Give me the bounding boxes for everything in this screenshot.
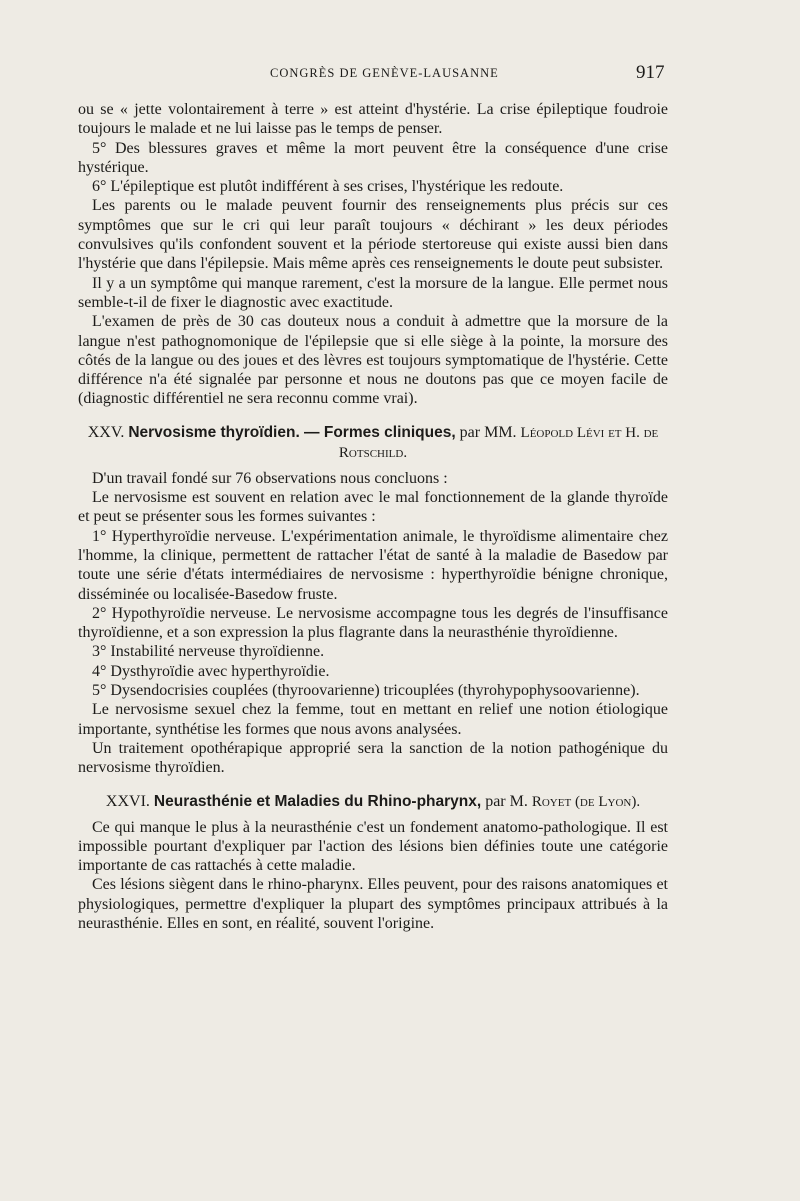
- section-heading-xxv: [78, 423, 668, 463]
- paragraph: ou se « jette volontairement à terre » est atteint d'hystérie. La crise épileptique foudroie toujours le malade et ne lui laisse pas le temps de penser.: [78, 101, 668, 138]
- section-number: XXVI.: [105, 792, 150, 810]
- section-number: XXV.: [87, 423, 125, 441]
- paragraph: 5° Dysendocrisies couplées (thyroovarienne) tricouplées (thyrohypophysoovarienne).: [92, 682, 640, 700]
- paragraph: Les parents ou le malade peuvent fournir des renseignements plus précis sur ces symptômes que sur le cri qui leur paraît toujours « déchirant » les deux périodes convulsives qu'ils confondent souvent et la période stertoreuse qui existe aussi bien dans l'hystérie que dans l'épilepsie. Mais même après ces renseignements le doute peut subsister.: [78, 197, 668, 273]
- paragraph: 6° L'épileptique est plutôt indifférent à ses crises, l'hystérique les redoute.: [92, 178, 564, 196]
- page-number: 917: [636, 62, 665, 83]
- section-title: Neurasthénie et Maladies du Rhino-pharynx,: [153, 792, 482, 810]
- paragraph: Il y a un symptôme qui manque rarement, c'est la morsure de la langue. Elle permet nous semble-t-il de fixer le diagnostic avec exactitude.: [78, 274, 668, 311]
- section-by: par M.: [485, 792, 528, 810]
- paragraph: 1° Hyperthyroïdie nerveuse. L'expérimentation animale, le thyroïdisme alimentaire chez l'homme, la clinique, permettent de rattacher l'état de santé à la maladie de Basedow par toute une série d'états intermédiaires de nervosisme : hyperthyroïdie bénigne chronique, disséminée ou localisée-Basedow fruste.: [78, 527, 668, 603]
- paragraph: D'un travail fondé sur 76 observations nous concluons :: [92, 469, 448, 487]
- running-title: CONGRÈS DE GENÈVE-LAUSANNE: [270, 66, 499, 80]
- page-body: [78, 100, 668, 933]
- paragraph: Le nervosisme sexuel chez la femme, tout en mettant en relief une notion étiologique importante, synthétise les formes que nous avons analysées.: [78, 701, 668, 738]
- paragraph: Le nervosisme est souvent en relation avec le mal fonctionnement de la glande thyroïde et peut se présenter sous les formes suivantes :: [78, 489, 668, 526]
- section-heading-xxvi: [78, 792, 668, 812]
- paragraph: Ces lésions siègent dans le rhino-pharynx. Elles peuvent, pour des raisons anatomiques et physiologiques, permettre d'expliquer la plupart des symptômes principaux attribués à la neurasthénie. Elles en sont, en réalité, souvent l'origine.: [78, 876, 668, 932]
- paragraph: 3° Instabilité nerveuse thyroïdienne.: [92, 643, 325, 661]
- section-by: par MM.: [459, 423, 517, 441]
- paragraph: 2° Hypothyroïdie nerveuse. Le nervosisme accompagne tous les degrés de l'insuffisance thyroïdienne, et a son expression la plus flagrante dans la neurasthénie thyroïdienne.: [78, 604, 668, 642]
- section-authors: Royet (de Lyon).: [531, 793, 641, 810]
- page-header: [0, 62, 800, 86]
- paragraph: L'examen de près de 30 cas douteux nous a conduit à admettre que la morsure de la langue n'est pathognomonique de l'épilepsie que si elle siège à la pointe, la morsure des côtés de la langue ou des joues et des lèvres est toujours symptomatique de l'hystérie. Cette différence n'a été signalée par personne et nous ne doutons pas que ce moyen facile de (diagnostic différentiel ne sera reconnu comme vrai).: [78, 313, 668, 408]
- section-title: Nervosisme thyroïdien. — Formes cliniques,: [128, 423, 456, 441]
- paragraph: Un traitement opothérapique approprié sera la sanction de la notion pathogénique du nervosisme thyroïdien.: [78, 739, 668, 777]
- paragraph: 5° Des blessures graves et même la mort peuvent être la conséquence d'une crise hystérique.: [78, 139, 668, 176]
- section-authors: Léopold Lévi et H. de Rotschild.: [338, 424, 659, 461]
- paragraph: 4° Dysthyroïdie avec hyperthyroïdie.: [92, 662, 330, 680]
- paragraph: Ce qui manque le plus à la neurasthénie c'est un fondement anatomo-pathologique. Il est impossible pourtant d'expliquer par l'action des lésions bien définies toute une catégorie importante de cas rattachés à cette maladie.: [78, 818, 668, 875]
